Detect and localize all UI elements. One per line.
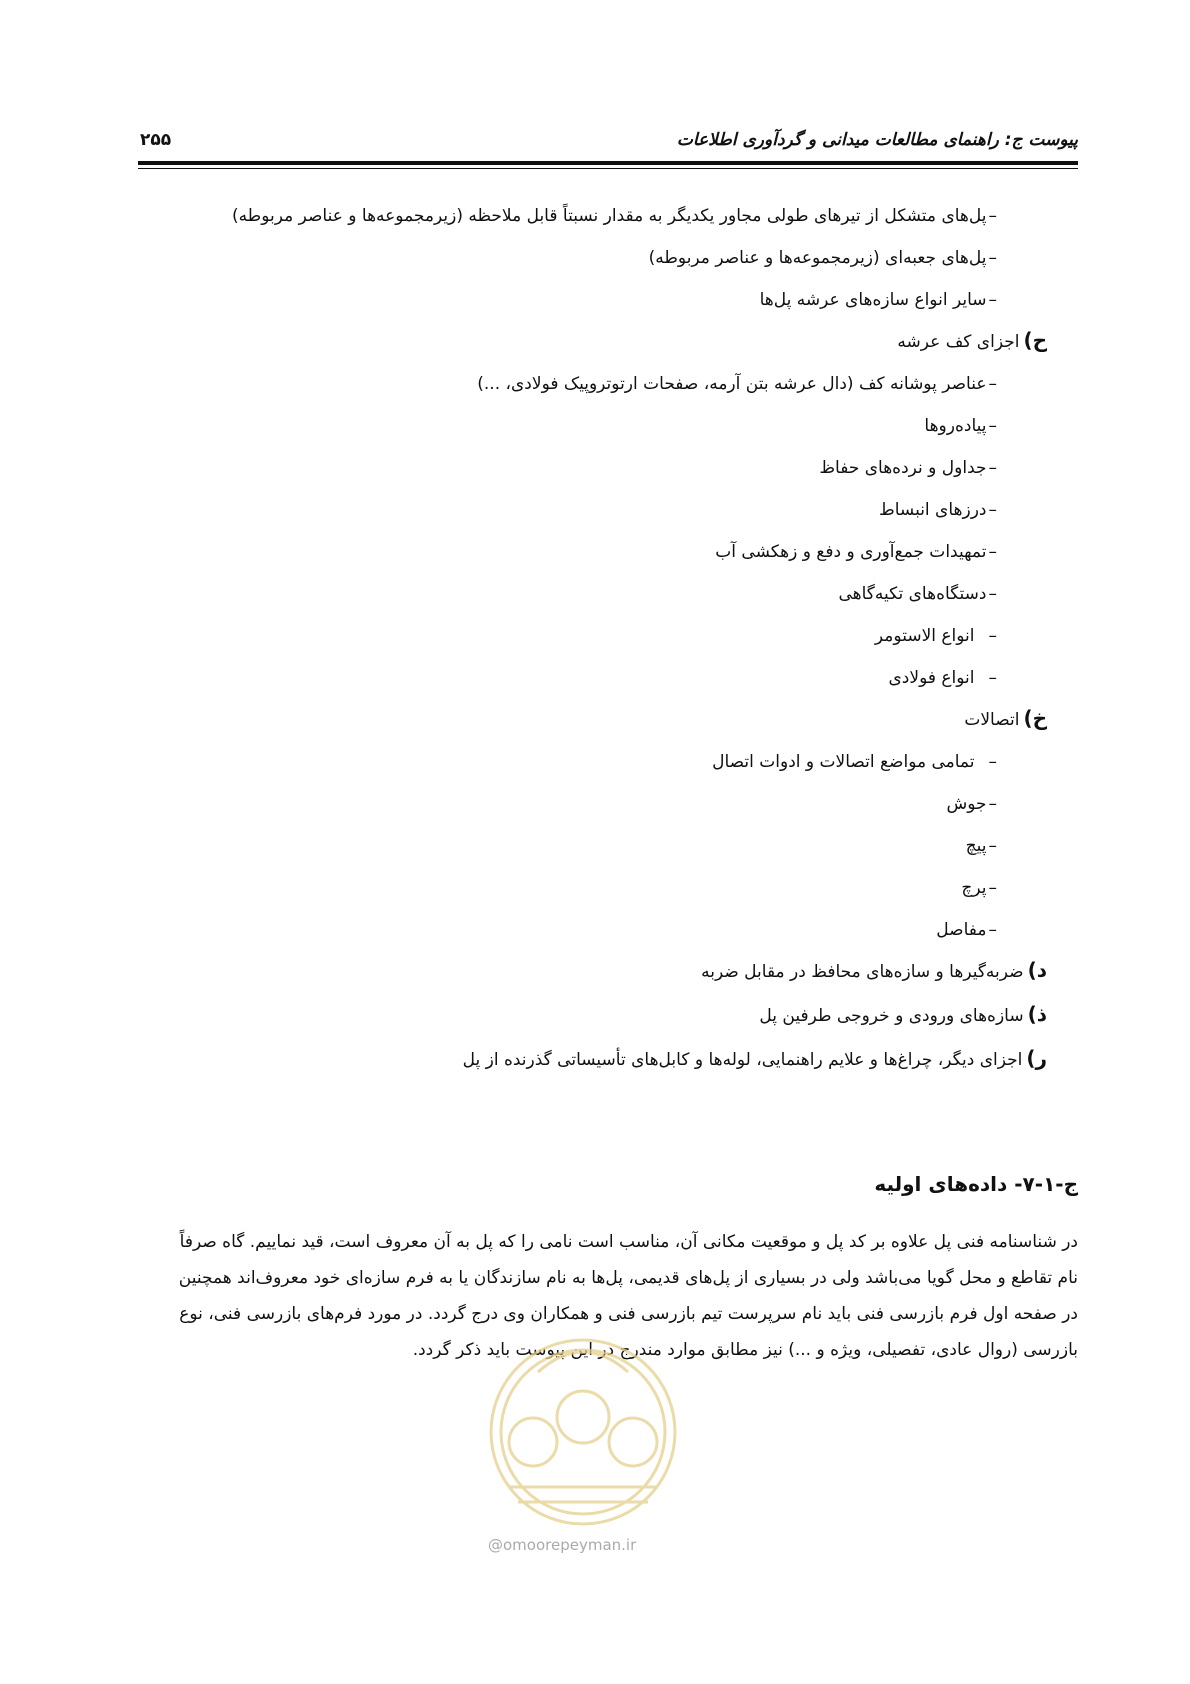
paragraph-line: نام تقاطع و محل گویا می‌باشد ولی در بسیاری از پل‌های قدیمی، پل‌ها به نام سازندگان یا به فرم سازه‌ای خود معروف‌اند همچنین — [178, 1268, 1078, 1288]
page-header — [138, 128, 1078, 162]
list-item: –مفاصل — [936, 920, 997, 940]
list-subitem: –انواع الاستومر — [874, 626, 997, 646]
section-heading: ج-۱-۷- داده‌های اولیه — [874, 1172, 1078, 1196]
watermark-site: @omoorepeyman.ir — [488, 1536, 637, 1554]
list-heading: خ)اتصالات — [964, 706, 1047, 730]
header-title: پیوست ج: راهنمای مطالعات میدانی و گردآوری اطلاعات — [676, 130, 1078, 150]
list-subitem: –انواع فولادی — [888, 668, 997, 688]
list-item: –پیاده‌روها — [924, 416, 997, 436]
list-heading: ذ)سازه‌های ورودی و خروجی طرفین پل — [759, 1002, 1047, 1026]
list-heading: ر)اجزای دیگر، چراغ‌ها و علایم راهنمایی، لوله‌ها و کابل‌های تأسیساتی گذرنده از پل — [462, 1046, 1047, 1070]
list-heading: د)ضربه‌گیرها و سازه‌های محافظ در مقابل ضربه — [701, 958, 1047, 982]
header-rule-thick — [138, 161, 1078, 165]
list-item: –درزهای انبساط — [879, 500, 997, 520]
list-item: –عناصر پوشانه کف (دال عرشه بتن آرمه، صفحات ارتوتروپیک فولادی، ...) — [477, 374, 997, 394]
paragraph-line: بازرسی (روال عادی، تفصیلی، ویژه و ...) نیز مطابق موارد مندرج در این پیوست باید ذکر گردد. — [412, 1340, 1078, 1360]
list-item: –جداول و نرده‌های حفاظ — [819, 458, 997, 478]
list-heading: ح)اجزای کف عرشه — [897, 328, 1047, 352]
list-item: –سایر انواع سازه‌های عرشه پل‌ها — [759, 290, 997, 310]
paragraph-line: در صفحه اول فرم بازرسی فنی باید نام سرپرست تیم بازرسی فنی و همکاران وی درج گردد. در مورد فرم‌های بازرسی فنی، نوع — [179, 1304, 1078, 1324]
list-item: –تمهیدات جمع‌آوری و دفع و زهکشی آب — [715, 542, 997, 562]
list-item: –پیچ — [965, 836, 997, 856]
list-item: –پل‌های جعبه‌ای (زیرمجموعه‌ها و عناصر مربوطه) — [648, 248, 997, 268]
page-number: ۲۵۵ — [140, 130, 172, 150]
watermark-logo — [478, 1312, 688, 1562]
list-item: –تمامی مواضع اتصالات و ادوات اتصال — [712, 752, 997, 772]
paragraph-line: در شناسنامه فنی پل علاوه بر کد پل و موقعیت مکانی آن، مناسب است نامی را که پل به آن معروف است، قید نماییم. گاه صرفاً — [179, 1232, 1078, 1252]
list-item: –جوش — [946, 794, 997, 814]
list-item: –دستگاه‌های تکیه‌گاهی — [838, 584, 997, 604]
list-item: –پرچ — [961, 878, 997, 898]
header-rule-thin — [138, 168, 1078, 169]
list-item: –پل‌های متشکل از تیرهای طولی مجاور یکدیگر به مقدار نسبتاً قابل ملاحظه (زیرمجموعه‌ها و عناصر مربوطه) — [231, 206, 997, 226]
